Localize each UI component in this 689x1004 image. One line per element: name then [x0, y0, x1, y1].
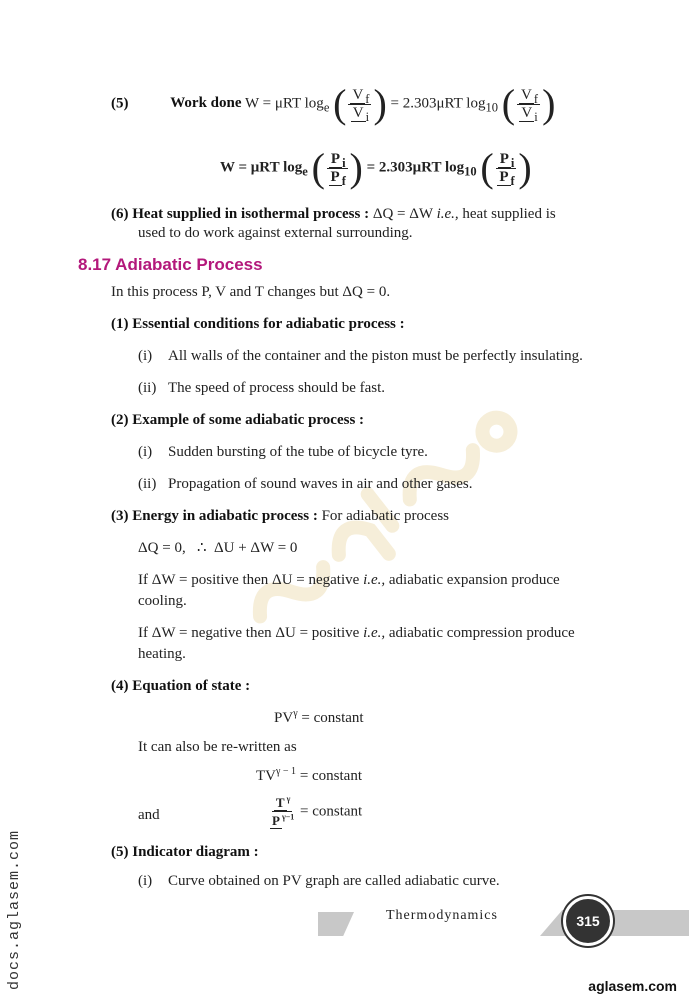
page-number: 315	[563, 896, 613, 946]
energy-equation: ΔQ = 0, ∴ ΔU + ΔW = 0	[138, 540, 298, 556]
work-equation-pressure: W = μRT $\log_e$ ( $\frac{P _i}{P _f}$ ) = 2.303μRT $\log_{10}$ ( $\frac{P _i}{P _f}$ )	[220, 145, 532, 190]
list-item: (i) All walls of the container and the piston must be perfectly insulating.	[138, 348, 583, 364]
brand-text: aglasem.com	[588, 978, 677, 994]
footer-decoration	[318, 912, 354, 936]
paragraph: If ΔW = positive then ΔU = negative i.e., adiabatic expansion produce	[138, 572, 560, 588]
list-item: (i) Curve obtained on PV graph are called adiabatic curve.	[138, 873, 500, 889]
list-item: (ii) The speed of process should be fast.	[138, 380, 386, 396]
subsection-4-title: (4) Equation of state :	[111, 678, 251, 694]
item-5: (5) Work done W = μRT $\log_e$ ( $\frac{V _f}{V _i}$ ) = 2.303μRT $\log_{10}$ ( $\frac{V _f}{V _i}$ )	[111, 81, 556, 126]
subsection-1-title: (1) Essential conditions for adiabatic process :	[111, 316, 405, 332]
fraction: $\frac{P _i}{P _f}$	[327, 151, 348, 186]
section-intro: In this process P, V and T changes but ΔQ = 0.	[111, 284, 391, 300]
paragraph-continued: cooling.	[138, 593, 187, 609]
equation-tp: $\frac{T ^\gamma}{P ^{\gamma-1}}$ = constant	[272, 794, 363, 829]
rewrite-text: It can also be re-written as	[138, 739, 297, 755]
paragraph: If ΔW = negative then ΔU = positive i.e., adiabatic compression produce	[138, 625, 575, 641]
subsection-2-title: (2) Example of some adiabatic process :	[111, 412, 365, 428]
list-item: (ii) Propagation of sound waves in air and other gases.	[138, 476, 473, 492]
and-label: and	[138, 807, 160, 823]
fraction: $\frac{V _f}{V _i}$	[348, 87, 371, 122]
subsection-5-title: (5) Indicator diagram :	[111, 844, 259, 860]
item-6: (6) Heat supplied in isothermal process : ΔQ = ΔW i.e., heat supplied is	[111, 206, 556, 222]
equation-pv: $PV^\gamma$ = constant	[274, 708, 364, 726]
list-item: (i) Sudden bursting of the tube of bicycle tyre.	[138, 444, 428, 460]
fraction: $\frac{V _f}{V _i}$	[517, 87, 540, 122]
section-heading: 8.17 Adiabatic Process	[78, 255, 263, 274]
paragraph-continued: heating.	[138, 646, 186, 662]
fraction: $\frac{P _i}{P _f}$	[496, 151, 517, 186]
equation-tv: $TV^{\gamma - 1}$ = constant	[256, 766, 363, 784]
subsection-3-title: (3) Energy in adiabatic process : For adiabatic process	[111, 508, 450, 524]
side-url: docs.aglasem.com	[6, 830, 23, 991]
chapter-name: Thermodynamics	[386, 908, 498, 923]
item-6-continued: used to do work against external surrounding.	[138, 225, 413, 241]
